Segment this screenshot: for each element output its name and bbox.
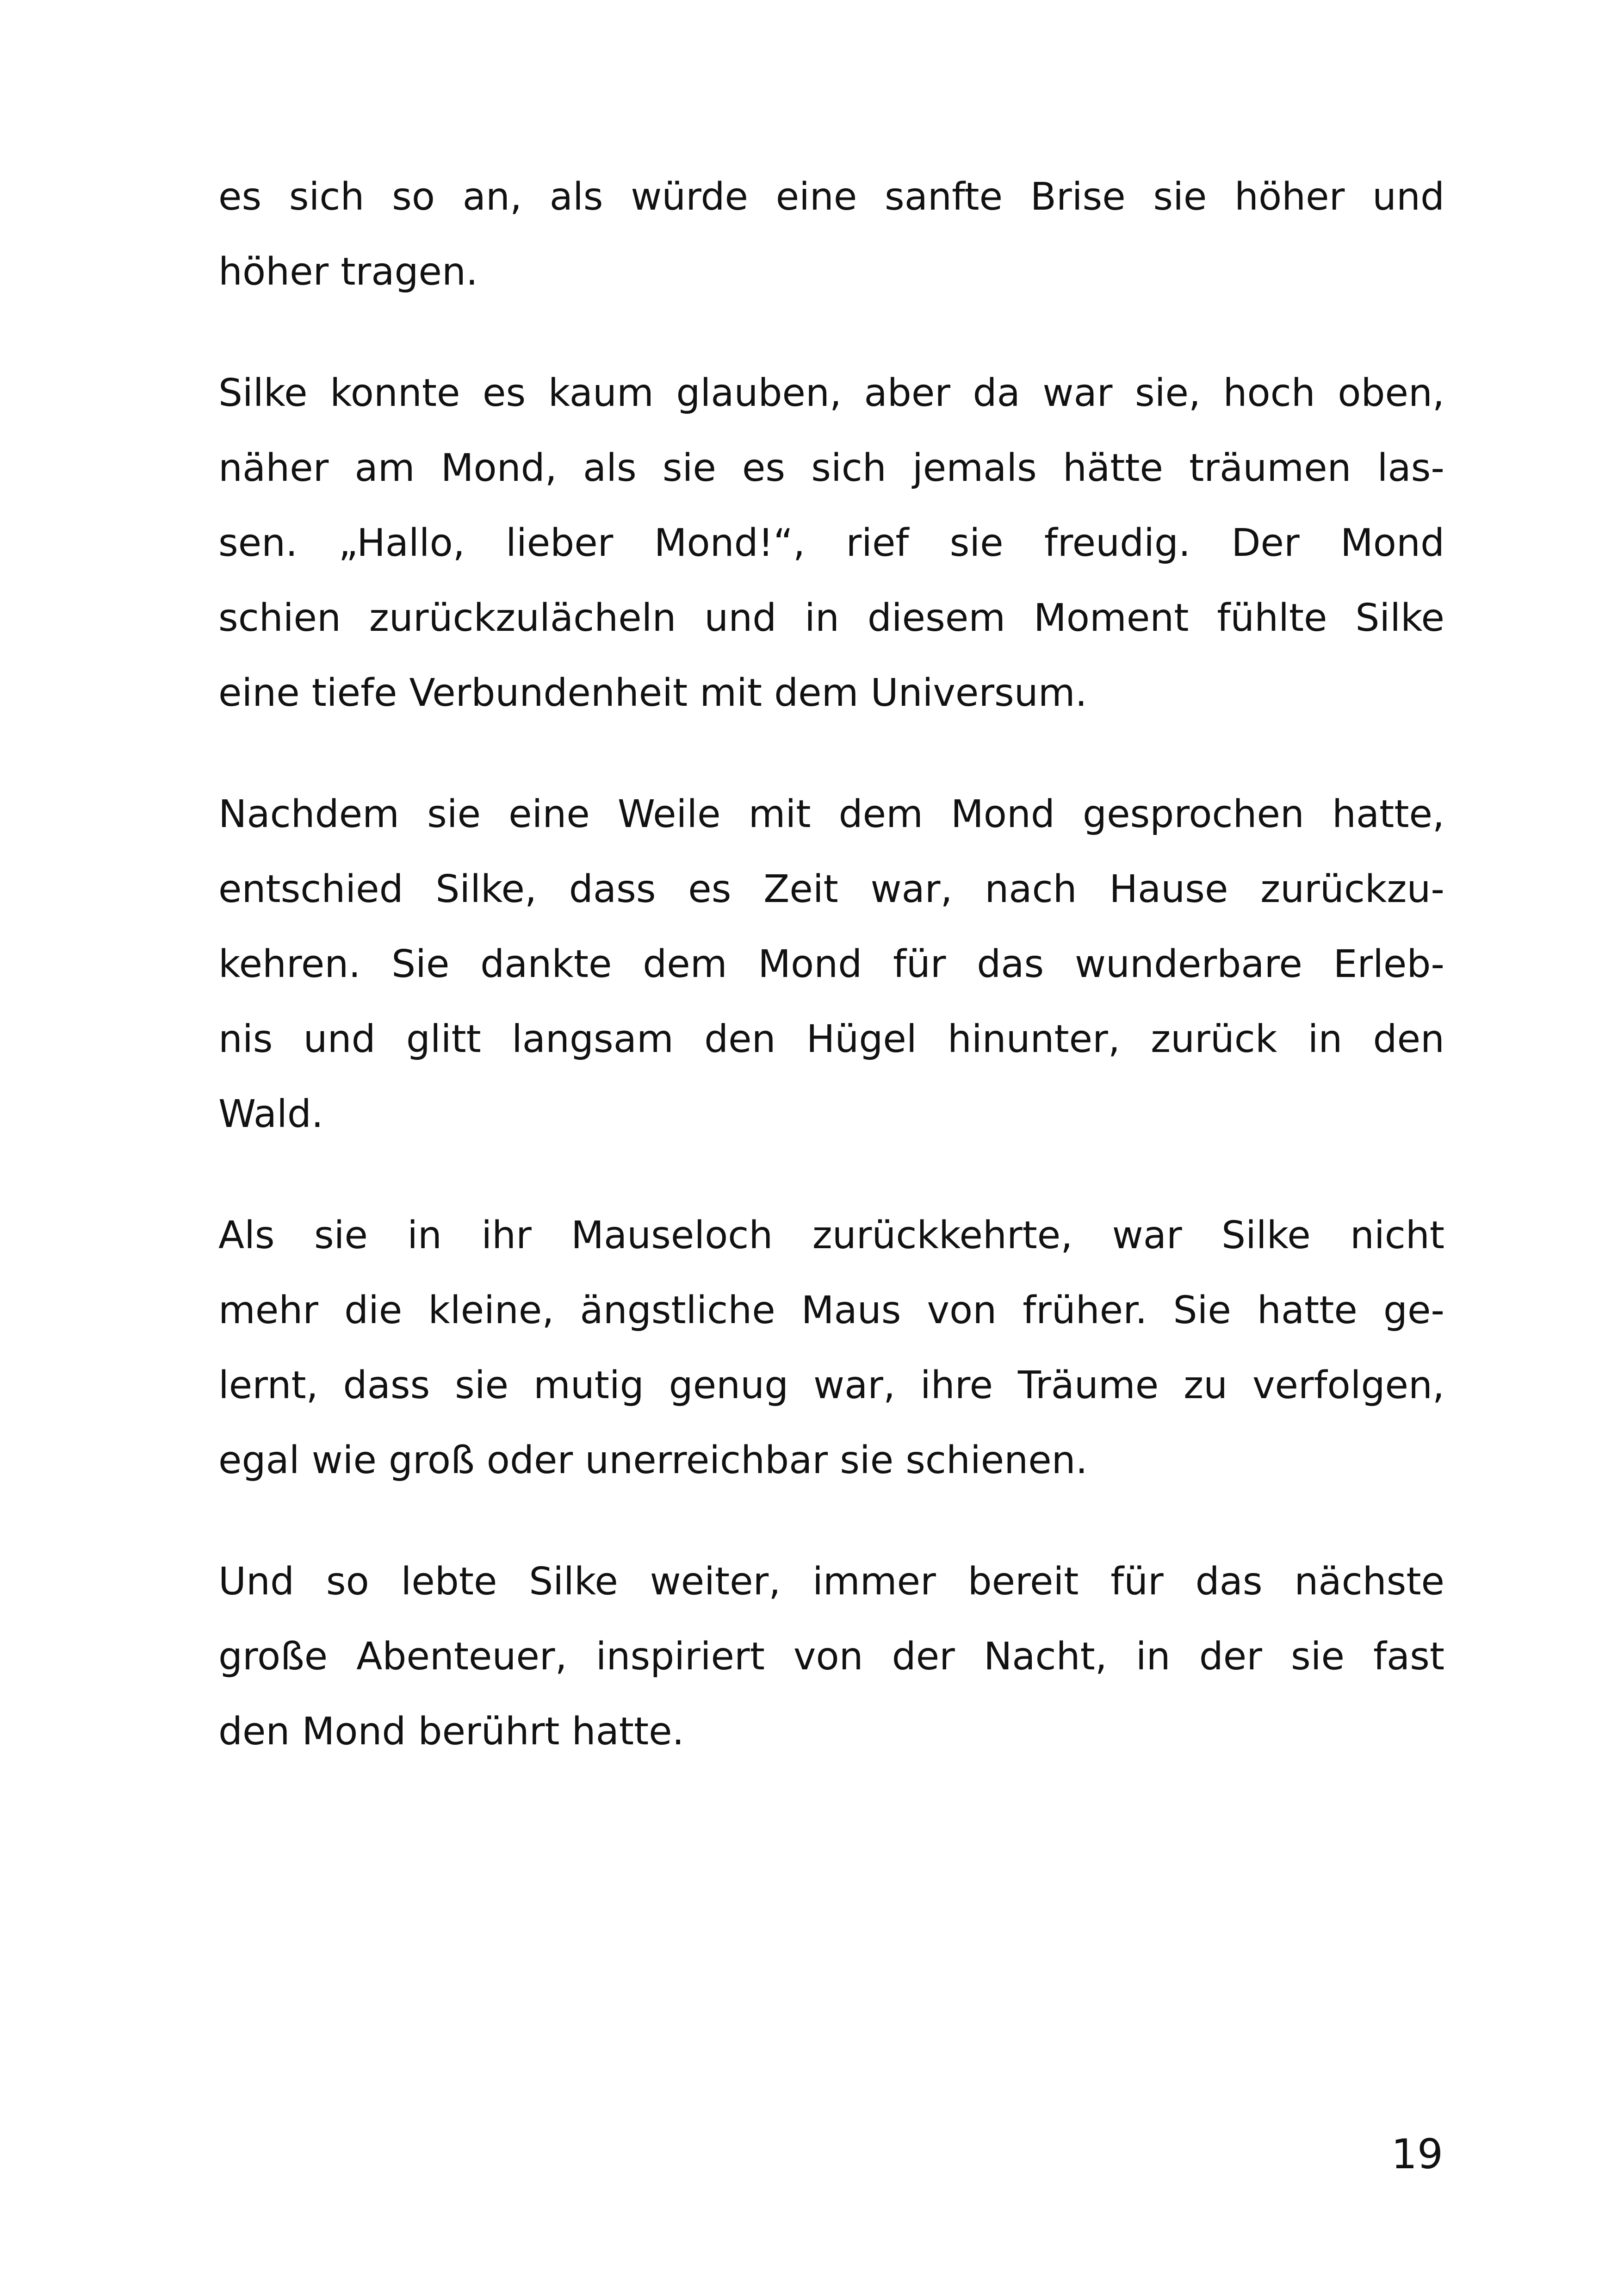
text-line: höher tragen.: [218, 250, 478, 294]
paragraph-gap: [218, 731, 1444, 777]
text-line: egal wie groß oder unerreichbar sie schienen.: [218, 1438, 1088, 1482]
text-line: nis und glitt langsam den Hügel hinunter, zurück in den: [218, 1017, 1444, 1061]
paragraph-2: [218, 356, 1444, 731]
text-line: Silke konnte es kaum glauben, aber da war sie, hoch oben,: [218, 371, 1444, 415]
text-line: Und so lebte Silke weiter, immer bereit für das nächste: [218, 1560, 1444, 1604]
paragraph-gap: [218, 1152, 1444, 1198]
text-line: Wald.: [218, 1092, 323, 1136]
text-line: Als sie in ihr Mauseloch zurückkehrte, war Silke nicht: [218, 1213, 1444, 1257]
text-line: entschied Silke, dass es Zeit war, nach Hause zurückzu-: [218, 867, 1444, 911]
text-line: es sich so an, als würde eine sanfte Brise sie höher und: [218, 175, 1444, 219]
text-line: den Mond berührt hatte.: [218, 1710, 684, 1754]
text-line: mehr die kleine, ängstliche Maus von früher. Sie hatte ge-: [218, 1288, 1444, 1332]
text-line: große Abenteuer, inspiriert von der Nacht, in der sie fast: [218, 1635, 1444, 1679]
page-number: 19: [1391, 2130, 1443, 2178]
text-line: sen. „Hallo, lieber Mond!“, rief sie freudig. Der Mond: [218, 521, 1444, 565]
text-line: Nachdem sie eine Weile mit dem Mond gesprochen hatte,: [218, 792, 1444, 836]
paragraph-gap: [218, 310, 1444, 356]
text-line: näher am Mond, als sie es sich jemals hätte träumen las-: [218, 446, 1444, 490]
story-text: [218, 160, 1444, 1769]
paragraph-1: [218, 160, 1444, 310]
text-line: kehren. Sie dankte dem Mond für das wunderbare Erleb-: [218, 942, 1444, 986]
text-line: eine tiefe Verbundenheit mit dem Universum.: [218, 671, 1087, 715]
paragraph-4: [218, 1198, 1444, 1498]
paragraph-3: [218, 777, 1444, 1152]
paragraph-gap: [218, 1498, 1444, 1544]
paragraph-5: [218, 1544, 1444, 1769]
text-line: lernt, dass sie mutig genug war, ihre Träume zu verfolgen,: [218, 1363, 1444, 1407]
text-line: schien zurückzulächeln und in diesem Moment fühlte Silke: [218, 596, 1444, 640]
